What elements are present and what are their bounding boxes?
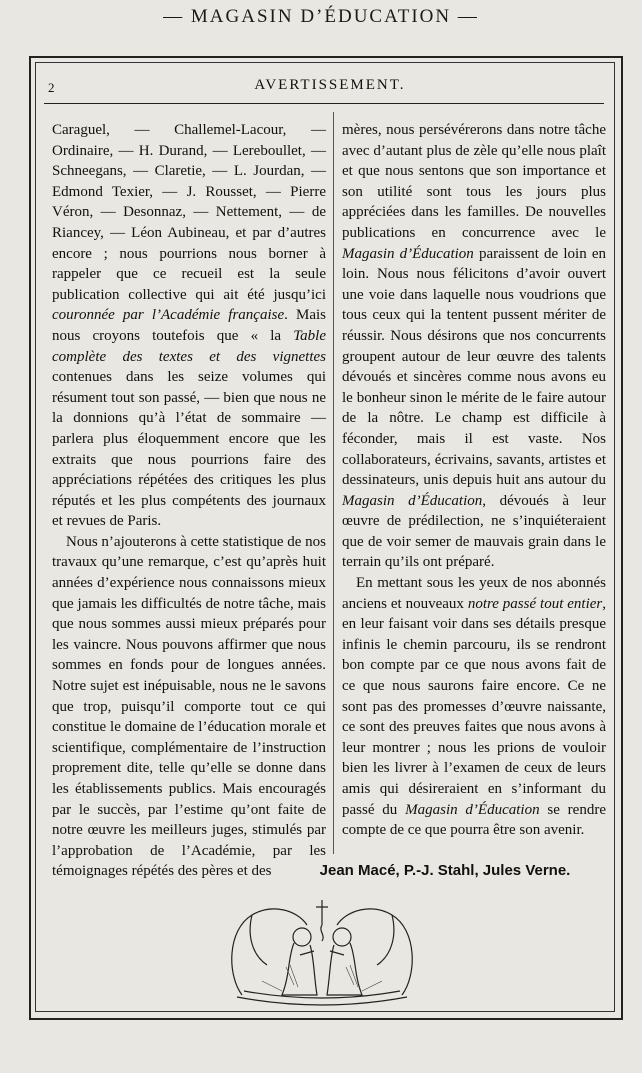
masthead: — MAGASIN D’ÉDUCATION — — [163, 6, 479, 27]
right-paragraph-2: En mettant sous les yeux de nos abonnés anciens et nouveaux notre passé tout entier, en leur faisant voir dans ses détails presque infinis le chemin parcouru, ils se rendront bon compte par ce que nous avons fait de ce que nous saurons faire encore. Ce ne sont pas des promesses d’œuvre naissante, ce sont des preuves faites que nous avons à leur montrer ; nous les prions de vouloir bien les livrer à l’examen de ceux de leurs amis qui désireraient en s’informant du passé du Magasin d’Éducation se rendre compte de ce que pourra être son avenir. — [342, 575, 607, 839]
signature: Jean Macé, P.-J. Stahl, Jules Verne. — [319, 862, 571, 879]
running-head: AVERTISSEMENT. — [254, 77, 406, 93]
praying-children-vignette-icon — [222, 895, 422, 1010]
column-divider — [333, 112, 334, 854]
left-paragraph-2: Nous n’ajouterons à cette statistique de nos travaux qu’une remarque, c’est qu’après huit années d’expérience nous connaissons mieux que jamais les difficultés de notre tâche, mais que nous sommes aussi mieux préparés pour les vaincre. Nous pouvons affirmer que nous sommes en fonds pour de longues années. Notre sujet est inépuisable, nous ne le savons que trop, puisqu’il comporte tout ce qui constitue le domaine de l’éducation morale et scientifique, complémentaire de l’instruction proprement dite, telle qu’elle se donne dans les établissements publics. Mais encouragés par le succès, par l’estime qu’ont faite de notre œuvre les meilleurs juges, stimulés par l’approbation de l’Académie, par les témoignages répétés des pères et des — [52, 533, 326, 880]
left-column — [52, 120, 326, 882]
right-column — [342, 120, 606, 841]
header-rule — [44, 103, 604, 104]
left-paragraph-1: Caraguel, — Challemel-Lacour, — Ordinaire, — H. Durand, — Lereboullet, — Schneegans, — Claretie, — L. Jourdan, — Edmond Texier, — J. Rousset, — Pierre Véron, — Desonnaz, — Nettement, — de Riancey, — Léon Aubineau, et par d’autres encore ; nous pourrions nous borner à rappeler que ce recueil est la seule publication collective qui ait été jusqu’ici couronnée par l’Académie française. Mais nous croyons toutefois que « la Table complète des textes et des vignettes contenues dans les seize volumes qui résument tout son passé, — bien que nous ne la donnions qu’à l’état de sommaire — parlera plus éloquemment encore que les extraits que nous pourrions faire des appréciations répétées des critiques les plus réputés et les plus compétents des journaux et revues de Paris. — [52, 122, 327, 530]
right-paragraph-1: mères, nous persévérerons dans notre tâche avec d’autant plus de zèle qu’elle nous plaît et que nous sentons que son importance et son utilité sont tous les jours plus appréciées dans les familles. De nouvelles publications en concurrence avec le Magasin d’Éducation paraissent de loin en loin. Nous nous félicitons d’avoir ouvert une voie dans laquelle nous voudrions que tous ceux qui la tentent pussent mériter de réussir. Nous désirons que nos concurrents groupent autour de leur œuvre des talents dévoués et sincères comme nous avons eu le bonheur sinon le mérite de le faire autour de la nôtre. Le champ est difficile à féconder, mais il est vaste. Nos collaborateurs, écrivains, savants, artistes et dessinateurs, unis depuis huit ans autour du Magasin d’Éducation, dévoués à leur œuvre de prédilection, ne s’inquiéteraient que de voir semer de mauvais grain dans le terrain qu’ils ont préparé. — [342, 122, 606, 571]
page-number: 2 — [48, 80, 55, 95]
